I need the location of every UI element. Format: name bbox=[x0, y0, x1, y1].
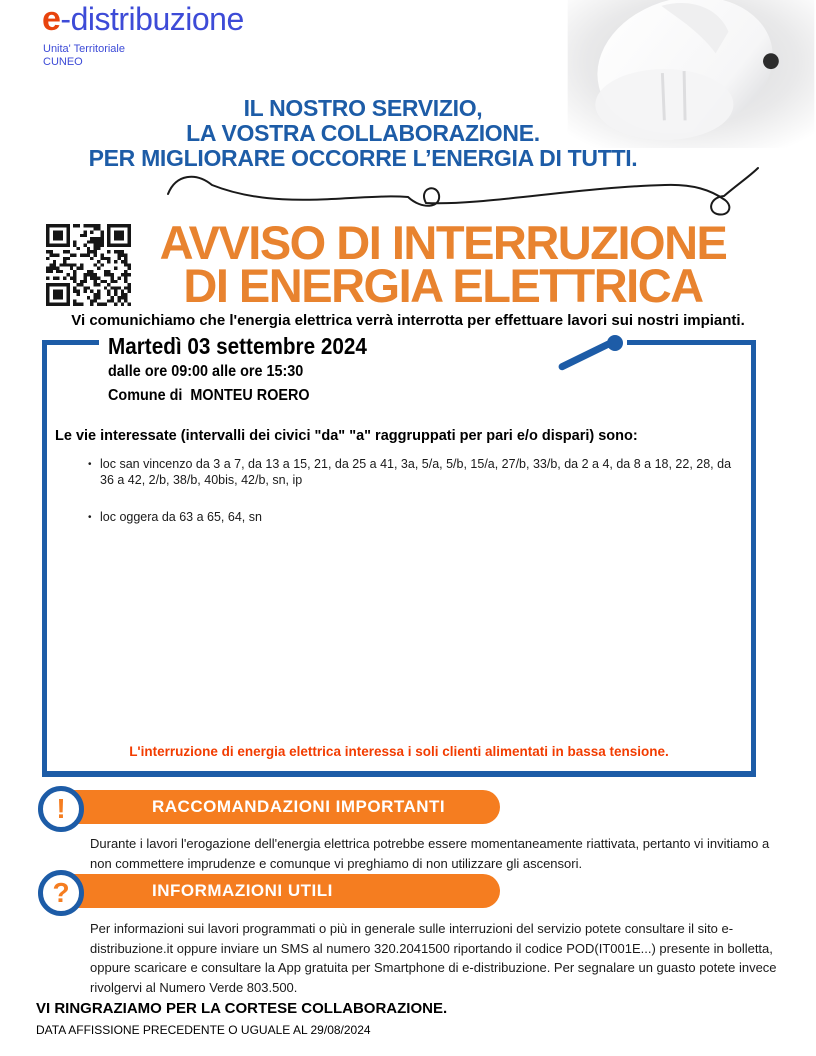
territorial-unit bbox=[43, 43, 125, 69]
territorial-unit-city: CUNEO bbox=[43, 56, 83, 68]
question-icon bbox=[38, 870, 84, 916]
slogan-line-2: LA VOSTRA COLLABORAZIONE. bbox=[186, 120, 540, 146]
useful-info-banner: INFORMAZIONI UTILI bbox=[64, 874, 500, 908]
question-glyph: ? bbox=[52, 877, 70, 908]
recommendations-text: Durante i lavori l'erogazione dell'energia elettrica potrebbe essere momentaneamente riattivata, pertanto vi invitiamo a non commettere imprudenze e comunque vi preghiamo di non utilizzare gli ascensori. bbox=[90, 836, 770, 871]
footer-thanks: VI RINGRAZIAMO PER LA CORTESE COLLABORAZIONE. bbox=[36, 1000, 448, 1017]
interruption-box bbox=[42, 340, 756, 777]
exclamation-glyph: ! bbox=[56, 793, 66, 824]
streets-list bbox=[88, 456, 748, 546]
street-item: • loc oggera da 63 a 65, 64, sn bbox=[88, 509, 748, 525]
notice-subtitle: Vi comunichiamo che l'energia elettrica verrà interrotta per effettuare lavori sui nostri impianti. bbox=[71, 312, 745, 329]
exclamation-icon bbox=[38, 786, 84, 832]
footer-affission-date: DATA AFFISSIONE PRECEDENTE O UGUALE AL 29/08/2024 bbox=[36, 1023, 371, 1037]
interruption-date: Martedì 03 settembre 2024 bbox=[108, 333, 367, 359]
interruption-time: dalle ore 09:00 alle ore 15:30 bbox=[108, 363, 304, 380]
slogan-line-1: IL NOSTRO SERVIZIO, bbox=[243, 95, 483, 121]
e-distribuzione-logo bbox=[42, 0, 244, 39]
recommendations-banner: RACCOMANDAZIONI IMPORTANTI bbox=[64, 790, 500, 824]
slogan-line-3: PER MIGLIORARE OCCORRE L’ENERGIA DI TUTTI. bbox=[88, 145, 638, 171]
territorial-unit-label: Unita' Territoriale bbox=[43, 43, 125, 55]
box-border-top-right bbox=[627, 340, 756, 345]
notice-title-line-1: AVVISO DI INTERRUZIONE bbox=[159, 216, 727, 269]
street-item: • loc san vincenzo da 3 a 7, da 13 a 15, 21, da 25 a 41, 3a, 5/a, 5/b, 15/a, 27/b, 33/b, da 2 a 4, da 8 a 18, 22, 28, da 36 a 42, 2/b, 38/b, 40bis, 42/b, sn, ip bbox=[88, 456, 748, 488]
logo-wordmark: -distribuzione bbox=[60, 1, 244, 37]
notice-title bbox=[110, 216, 776, 312]
cable-squiggle-icon bbox=[150, 160, 770, 218]
notice-title-line-2: DI ENERGIA ELETTRICA bbox=[183, 259, 703, 312]
streets-intro: Le vie interessate (intervalli dei civici "da" "a" raggruppati per pari e/o dispari) sono: bbox=[55, 428, 638, 444]
low-voltage-note: L'interruzione di energia elettrica interessa i soli clienti alimentati in bassa tensione. bbox=[129, 744, 669, 759]
logo-e-glyph: e bbox=[42, 0, 61, 38]
box-border-top-left bbox=[42, 340, 99, 345]
interruption-comune: Comune di MONTEU ROERO bbox=[108, 387, 310, 404]
useful-info-text: Per informazioni sui lavori programmati o più in generale sulle interruzioni del servizio potete consultare il sito e-distribuzione.it oppure inviare un SMS al numero 320.2041500 riportando il codice POD(IT001E...) presente in bolletta, oppure scaricare e consultare la App gratuita per Smartphone di e-distribuzione. Per segnalare un guasto potete invece rivolgervi al Numero Verde 803.500. bbox=[90, 921, 777, 995]
